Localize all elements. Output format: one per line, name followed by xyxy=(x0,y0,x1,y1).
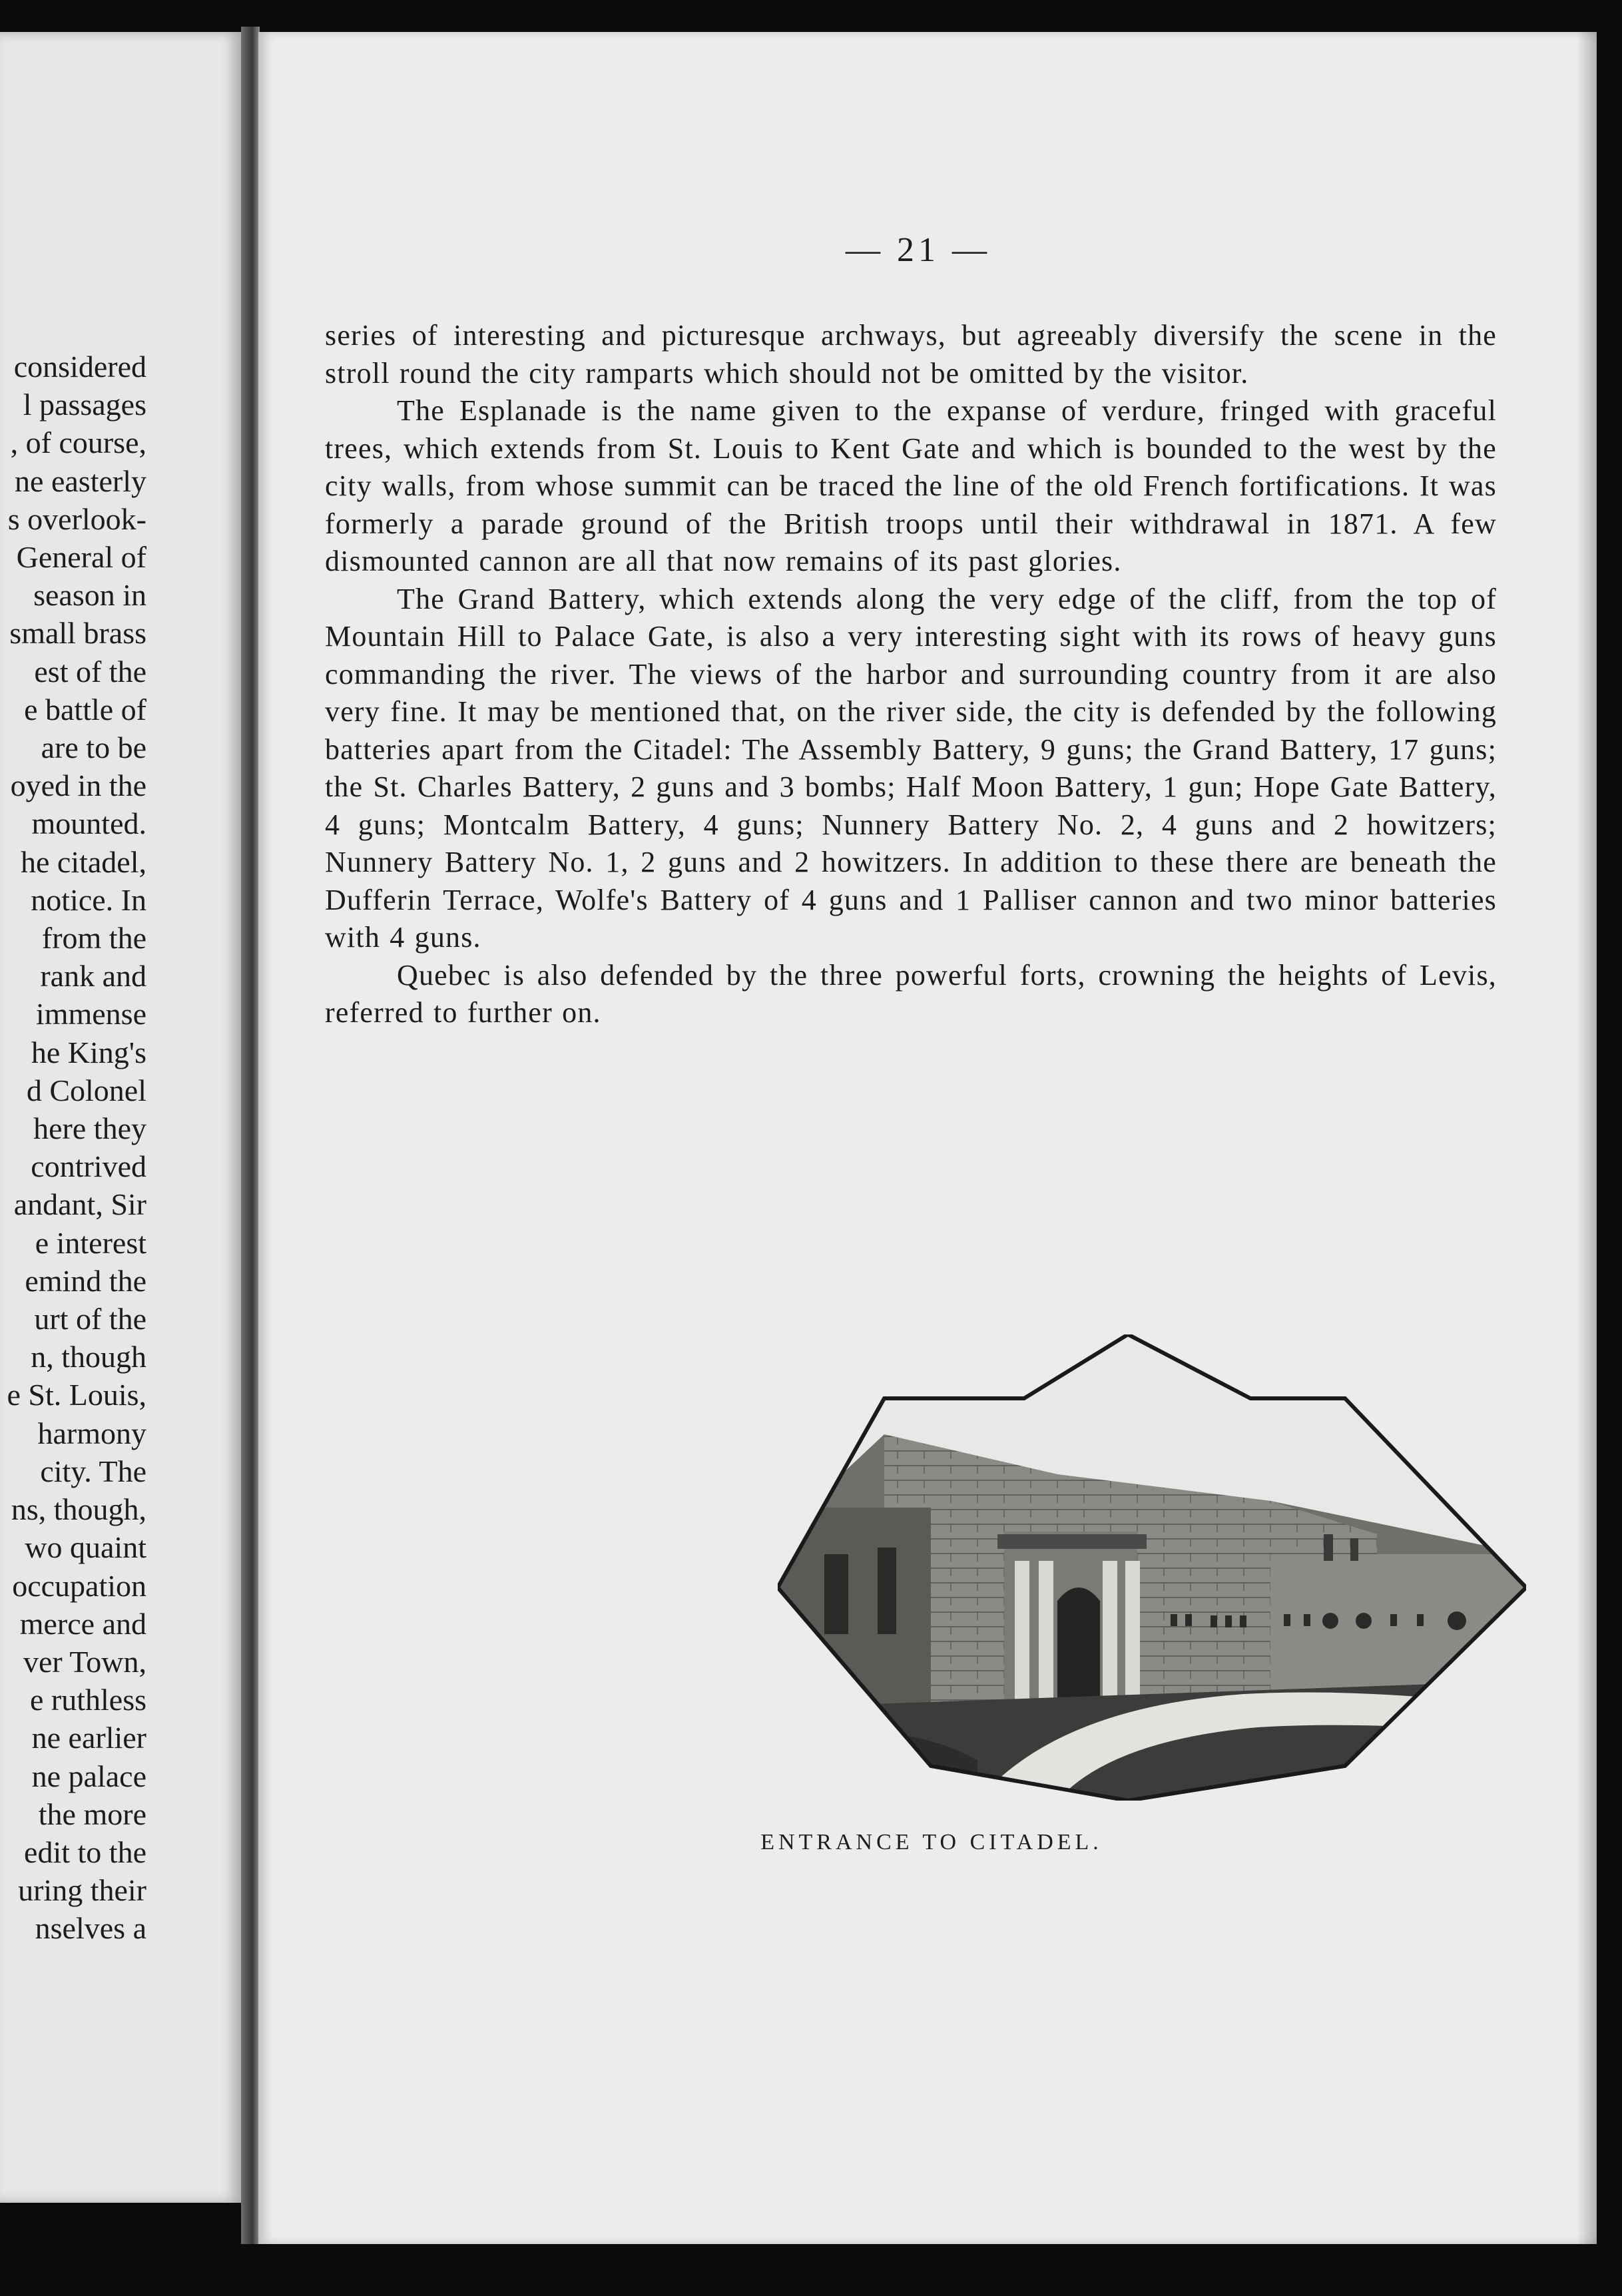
left-page-line: nselves a xyxy=(35,1911,146,1946)
left-page-line: est of the xyxy=(34,654,146,689)
left-page-line: immense xyxy=(35,997,146,1031)
left-page-line: , of course, xyxy=(10,426,146,460)
left-page-line: harmony xyxy=(37,1416,146,1450)
left-page-line: e St. Louis, xyxy=(7,1378,146,1412)
left-page-line: e ruthless xyxy=(29,1683,146,1717)
left-page-line: considered xyxy=(13,350,146,384)
illustration-caption: ENTRANCE TO CITADEL. xyxy=(760,1830,1103,1855)
left-page-line: edit to the xyxy=(24,1835,146,1869)
left-page-line: s overlook- xyxy=(7,501,146,536)
paragraph-grand-battery: The Grand Battery, which extends along the very edge of the cliff, from the top of Mountain Hill to Palace Gate, is also a very interesting sight with its rows of heavy guns commanding the river. The views of the harbor and surrounding country from it are also very fine. It may be mentioned that, on the river side, the city is defended by the following batteries apart from the Citadel: The Assembly Battery, 9 guns; the Grand Battery, 17 guns; the St. Charles Battery, 2 guns and 3 bombs; Half Moon Battery, 1 gun; Hope Gate Battery, 4 guns; Montcalm Battery, 4 guns; Nunnery Battery No. 2, 4 guns and 2 howitzers; Nunnery Battery No. 1, 2 guns and 2 howitzers. In addition to these there are beneath the Dufferin Terrace, Wolfe's Battery of 4 guns and 1 Palliser cannon and two minor batteries with 4 guns. xyxy=(325,582,1497,954)
left-page-line: ne easterly xyxy=(15,463,146,498)
left-page-line: l passages xyxy=(23,388,146,422)
citadel-entrance-illustration xyxy=(778,1334,1526,1801)
left-page-line: emind the xyxy=(25,1263,146,1298)
left-page-line: occupation xyxy=(12,1568,146,1603)
left-page xyxy=(0,32,241,2203)
left-page-text xyxy=(0,348,146,1948)
left-page-line: ne earlier xyxy=(31,1721,146,1755)
left-page-line: small brass xyxy=(9,616,146,651)
left-page-line: here they xyxy=(33,1111,146,1146)
body-text xyxy=(325,317,1497,1032)
left-page-line: contrived xyxy=(31,1149,146,1184)
left-page-line: city. The xyxy=(40,1454,146,1488)
left-page-line: e battle of xyxy=(24,692,146,726)
left-page-line: mounted. xyxy=(31,806,146,841)
right-page xyxy=(258,32,1597,2244)
left-page-line: ns, though, xyxy=(11,1492,146,1527)
left-page-line: wo quaint xyxy=(25,1530,146,1565)
left-page-line: rank and xyxy=(40,959,146,994)
left-page-line: andant, Sir xyxy=(13,1187,146,1222)
left-page-line: notice. In xyxy=(31,882,146,917)
paragraph-esplanade: The Esplanade is the name given to the expanse of verdure, fringed with graceful trees, which extends from St. Louis to Kent Gate and which is bounded to the west by the city walls, from whose summit can be traced the line of the old French fortifications. It was formerly a parade ground of the British troops until their withdrawal in 1871. A few dismounted cannon are all that now remains of its past glories. xyxy=(325,394,1497,577)
left-page-line: season in xyxy=(33,578,146,613)
paragraph-archways: series of interesting and picturesque archways, but agreeably diversify the scene in the stroll round the city ramparts which should not be omitted by the visitor. xyxy=(325,319,1497,390)
left-page-line: the more xyxy=(38,1797,146,1831)
page-number: — 21 — xyxy=(846,231,991,269)
left-page-line: e interest xyxy=(35,1225,146,1260)
left-page-line: n, though xyxy=(31,1340,146,1374)
left-page-line: merce and xyxy=(19,1606,146,1641)
left-page-line: he citadel, xyxy=(20,844,146,879)
left-page-line: he King's xyxy=(31,1035,146,1069)
paragraph-levis-forts: Quebec is also defended by the three powerful forts, crowning the heights of Levis, referred to further on. xyxy=(325,958,1497,1029)
left-page-line: urt of the xyxy=(34,1302,146,1336)
left-page-line: are to be xyxy=(41,730,146,765)
left-page-line: oyed in the xyxy=(10,768,146,803)
left-page-line: d Colonel xyxy=(26,1073,146,1107)
book-gutter xyxy=(241,27,260,2244)
left-page-line: ne palace xyxy=(31,1759,146,1793)
left-page-line: uring their xyxy=(18,1873,146,1908)
left-page-line: ver Town, xyxy=(23,1644,146,1679)
left-page-line: from the xyxy=(41,921,146,956)
left-page-line: General of xyxy=(16,540,146,575)
